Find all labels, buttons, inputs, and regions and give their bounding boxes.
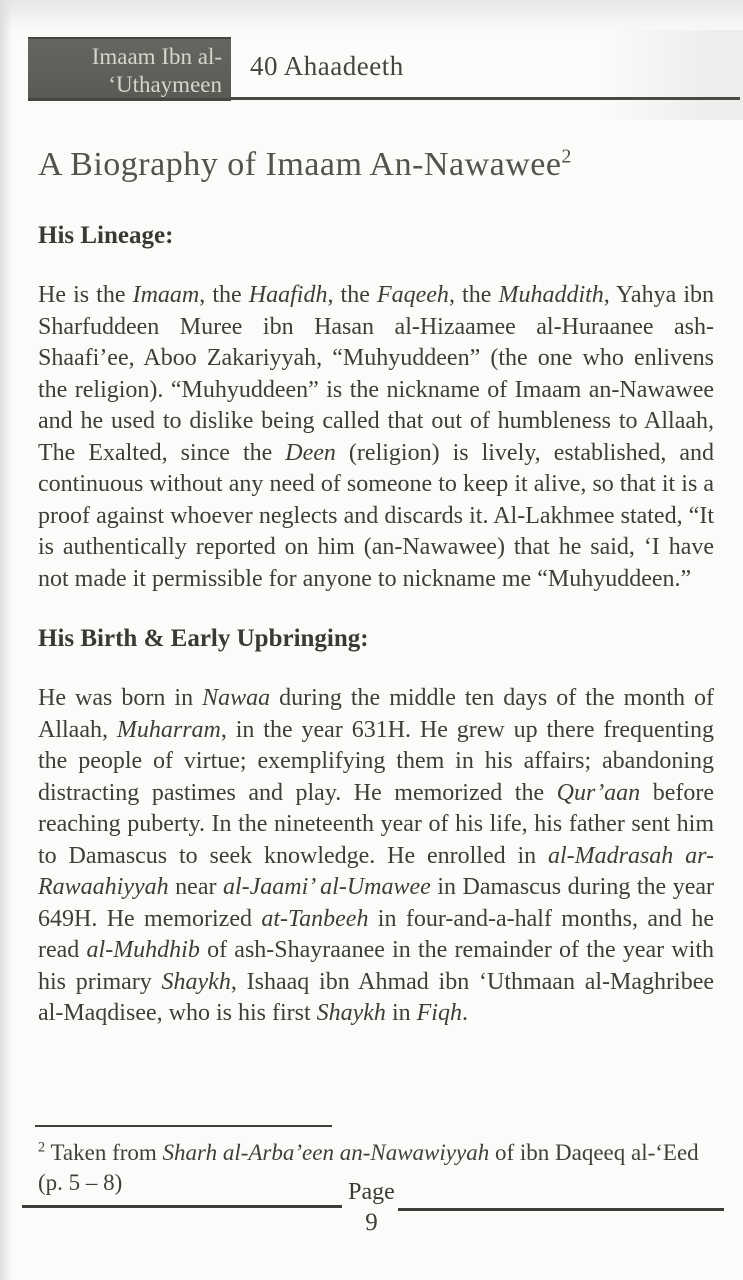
section-heading-birth: His Birth & Early Upbringing:	[38, 625, 369, 652]
paragraph-birth: He was born in Nawaa during the middle ten days of the month of Allaah, Muharram, in the year 631H. He grew up there frequenting the people of virtue; exemplifying them in his affairs; abandoning distracting pastimes and play. He memorized the Qur’aan before reaching puberty. In the nineteenth year of his life, his father sent him to Damascus to seek knowledge. He enrolled in al-Madrasah ar-Rawaahiyyah near al-Jaami’ al-Umawee in Damascus during the year 649H. He memorized at-Tanbeeh in four-and-a-half months, and he read al-Muhdhib of ash-Shayraanee in the remainder of the year with his primary Shaykh, Ishaaq ibn Ahmad ibn ‘Uthmaan al-Maghribee al-Maqdisee, who is his first Shaykh in Fiqh.	[38, 685, 715, 1026]
header-rule	[229, 97, 740, 100]
scan-shading-left	[0, 0, 12, 1280]
scan-shading-top	[0, 0, 743, 38]
book-title: 40 Ahaadeeth	[250, 51, 404, 81]
section-heading-lineage: His Lineage:	[38, 222, 174, 249]
footnote-rule	[35, 1125, 332, 1127]
footer-page-label: Page	[348, 1179, 395, 1205]
footnote-text: Taken from Sharh al-Arba’een an-Nawawiyyah of ibn Daqeeq al-‘Eed (p. 5 – 8)	[38, 1140, 699, 1195]
footer-rule-left	[22, 1205, 342, 1208]
paragraph-lineage: He is the Imaam, the Haafidh, the Faqeeh, the Muhaddith, Yahya ibn Sharfuddeen Muree ibn Hasan al-Hizaamee al-Huraanee ash-Shaafi’ee, Aboo Zakariyyah, “Muhyuddeen” (the one who enlivens the religion). “Muhyuddeen” is the nickname of Imaam an-Nawawee and he used to dislike being called that out of humbleness to Allaah, The Exalted, since the Deen (religion) is lively, established, and continuous without any need of someone to keep it alive, so that it is a proof against whoever neglects and discards it. Al-Lakhmee stated, “It is authentically reported on him (an-Nawawee) that he said, ‘I have not made it permissible for anyone to nickname me “Muhyuddeen.”	[38, 282, 714, 592]
footnote-marker: 2	[38, 1139, 46, 1156]
page-content	[38, 146, 714, 1060]
author-name-line1: Imaam Ibn al-	[91, 44, 222, 69]
footnote-reference: 2	[561, 145, 572, 168]
chapter-title	[38, 146, 714, 184]
author-name-box	[28, 37, 231, 101]
chapter-title-text: A Biography of Imaam An-Nawawee	[38, 146, 562, 183]
page-number: 9	[365, 1209, 378, 1236]
author-name-line2: ‘Uthaymeen	[108, 72, 222, 97]
scan-shading-right	[603, 30, 743, 120]
